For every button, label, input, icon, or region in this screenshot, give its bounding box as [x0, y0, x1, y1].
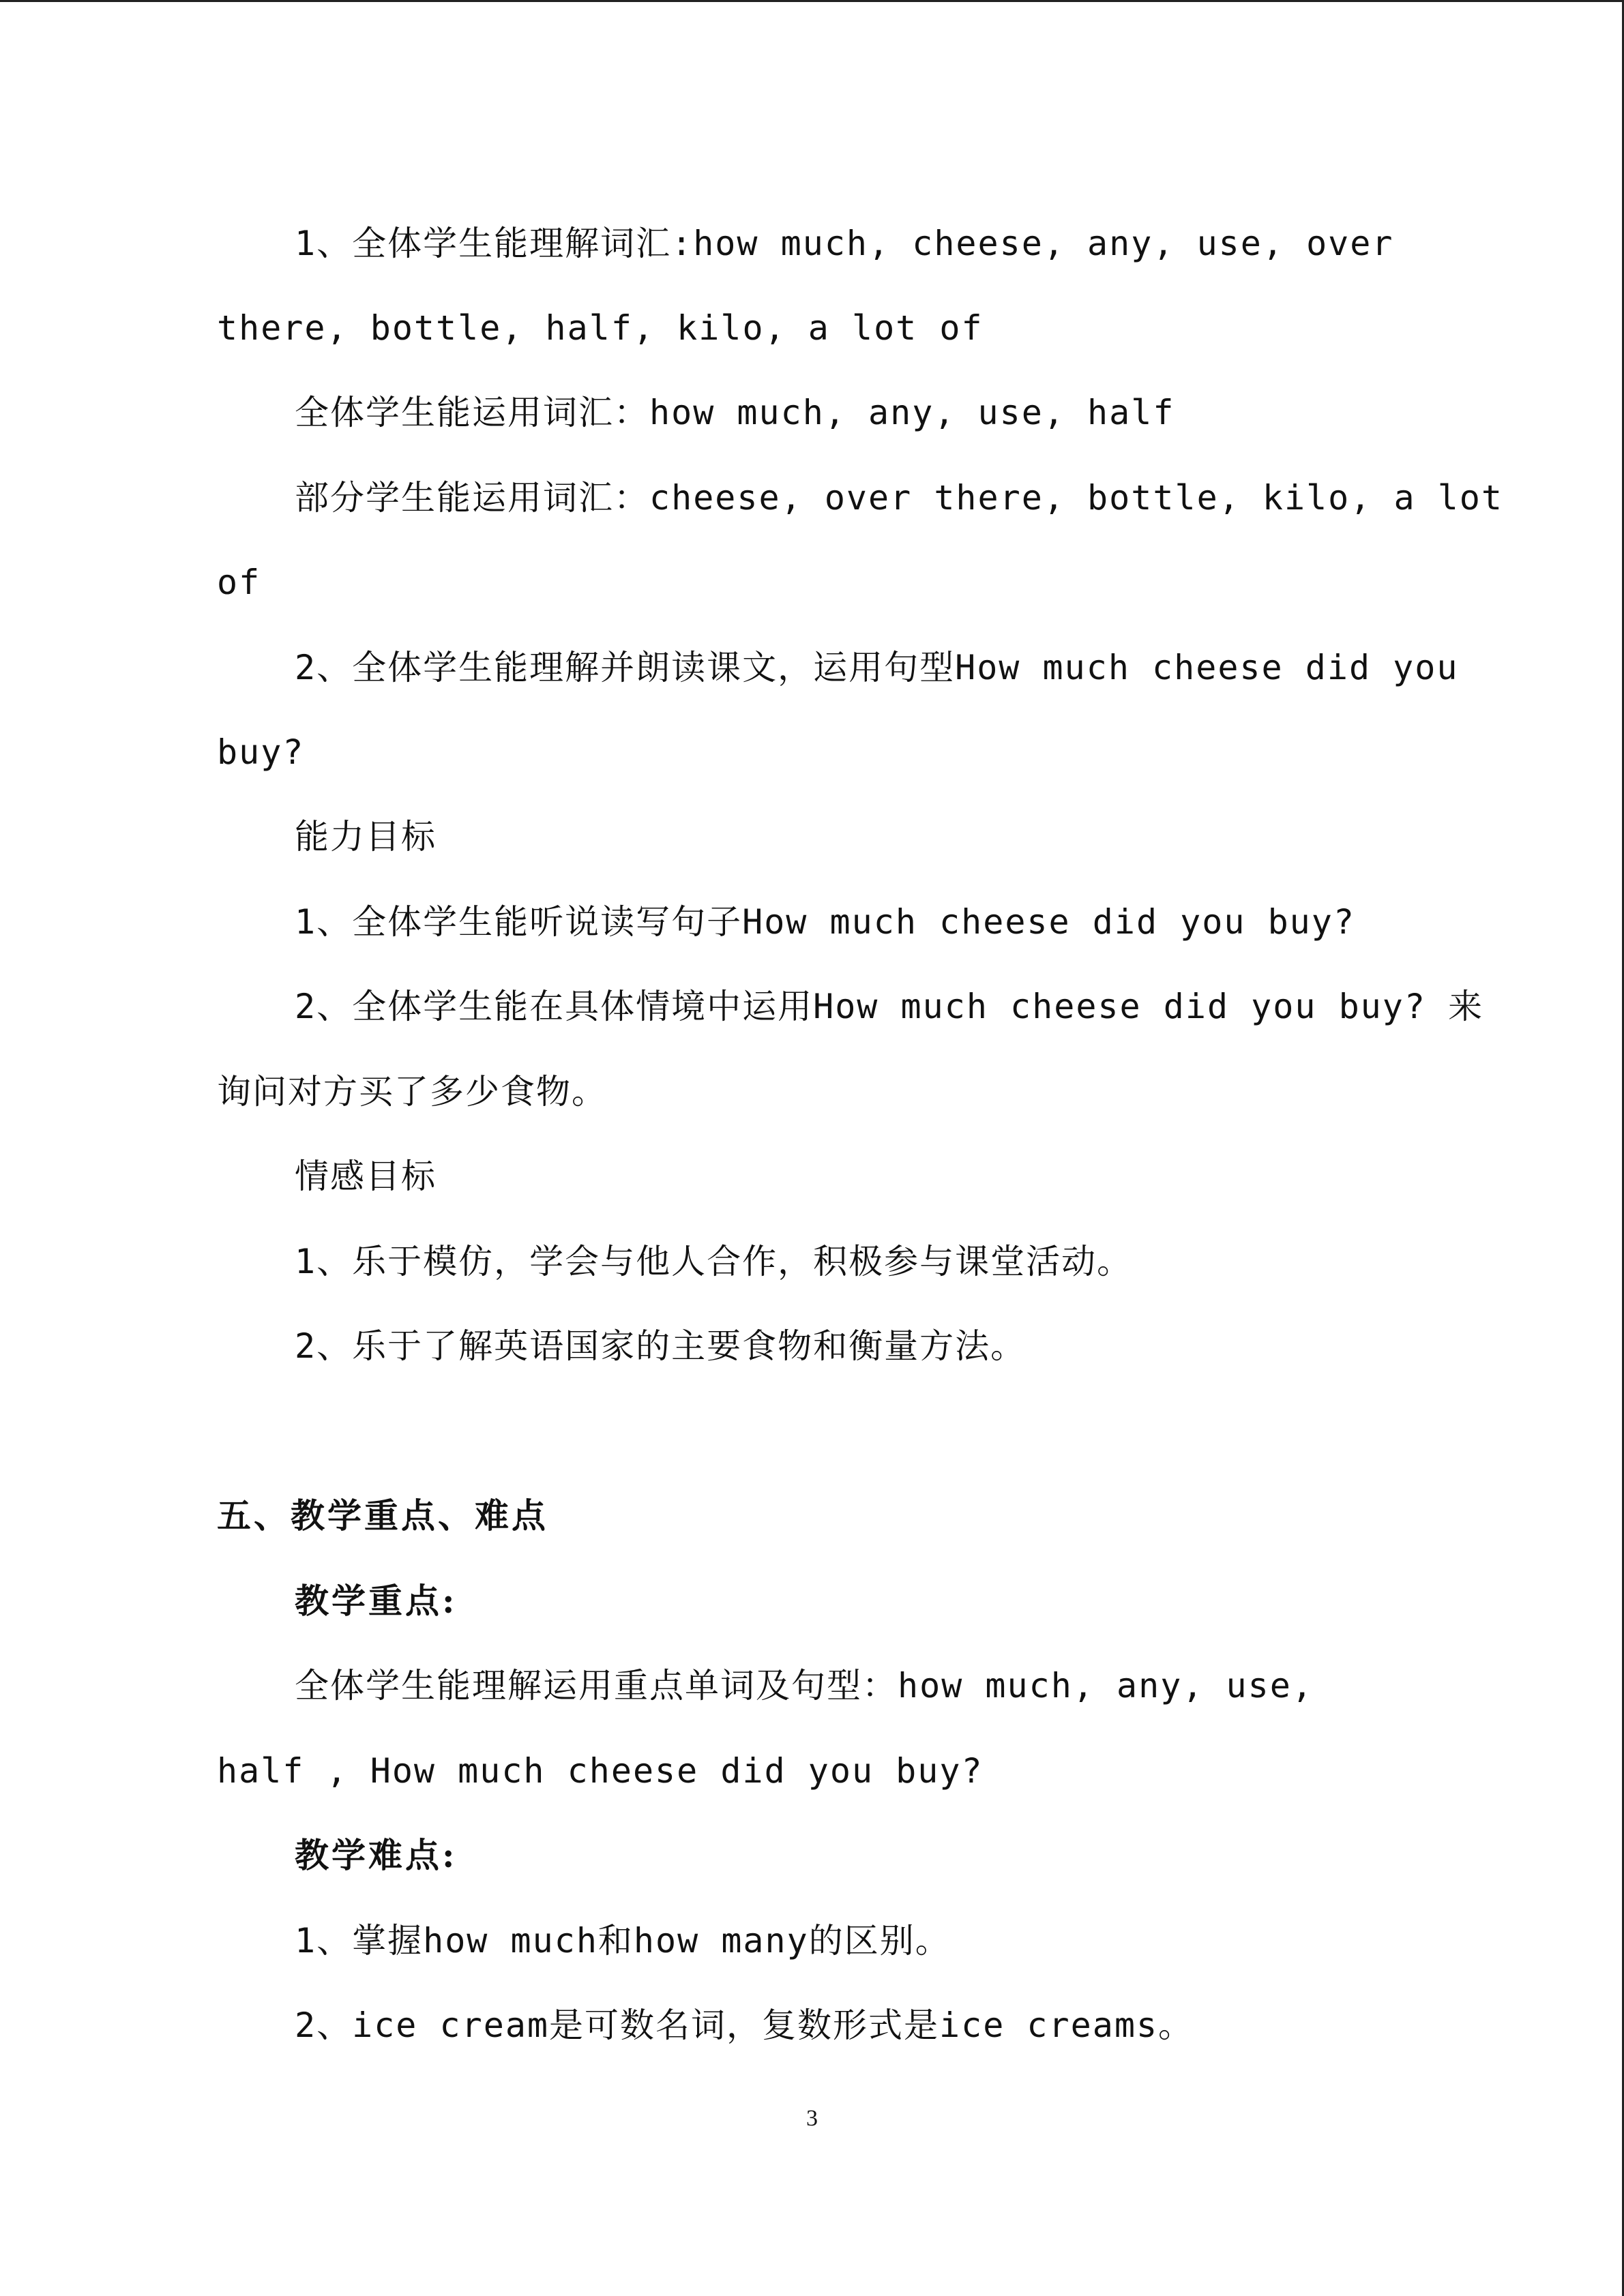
- key-points-line2: half , How much cheese did you buy?: [217, 1751, 984, 1791]
- difficult-point-1: 1、掌握how much和how many的区别。: [295, 1921, 951, 1960]
- vocab-all-students: 全体学生能运用词汇：how much, any, use, half: [295, 393, 1175, 432]
- vocab-some-students-line2: of: [217, 563, 261, 602]
- knowledge-goal-2-line1: 2、全体学生能理解并朗读课文，运用句型How much cheese did you: [295, 648, 1459, 687]
- emotion-goal-1: 1、乐于模仿，学会与他人合作，积极参与课堂活动。: [295, 1242, 1133, 1281]
- section-heading-key-difficult-points: 五、教学重点、难点: [217, 1495, 548, 1536]
- ability-goal-2-line1: 2、全体学生能在具体情境中运用How much cheese did you buy? 来: [295, 987, 1484, 1026]
- ability-goals-heading: 能力目标: [295, 817, 437, 856]
- key-points-heading: 教学重点:: [295, 1581, 458, 1621]
- ability-goal-2-line2: 询问对方买了多少食物。: [217, 1072, 607, 1112]
- knowledge-goal-1-line1: 1、全体学生能理解词汇:how much, cheese, any, use, over: [295, 224, 1394, 263]
- key-points-line1: 全体学生能理解运用重点单词及句型：how much, any, use,: [295, 1666, 1314, 1705]
- knowledge-goal-2-line2: buy?: [217, 732, 305, 772]
- emotion-goal-2: 2、乐于了解英语国家的主要食物和衡量方法。: [295, 1326, 1027, 1366]
- difficult-points-heading: 教学难点:: [295, 1835, 458, 1875]
- ability-goal-1: 1、全体学生能听说读写句子How much cheese did you buy?: [295, 902, 1355, 942]
- vocab-some-students-line1: 部分学生能运用词汇：cheese, over there, bottle, kilo, a lot: [295, 478, 1503, 518]
- page-number: 3: [806, 2106, 818, 2131]
- knowledge-goal-1-line2: there, bottle, half, kilo, a lot of: [217, 308, 984, 348]
- difficult-point-2: 2、ice cream是可数名词，复数形式是ice creams。: [295, 2006, 1194, 2045]
- emotion-goals-heading: 情感目标: [295, 1157, 437, 1196]
